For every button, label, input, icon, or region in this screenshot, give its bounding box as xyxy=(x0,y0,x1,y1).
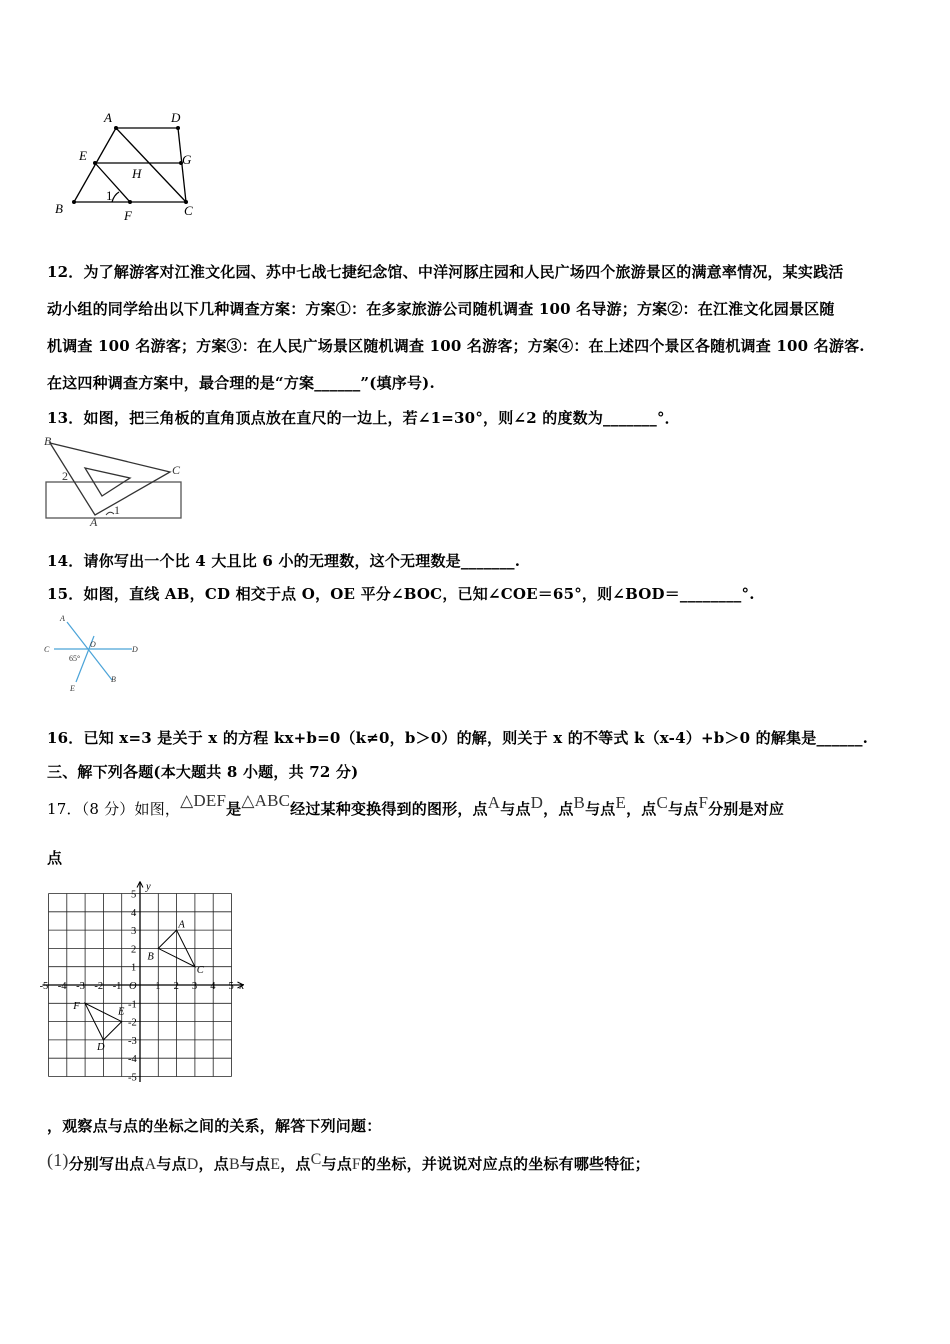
q17-sub1-E: E xyxy=(270,1156,281,1173)
point-label-D: D xyxy=(96,1041,105,1053)
y-tick-label: 4 xyxy=(131,907,137,919)
label-angle-1: 1 xyxy=(114,503,120,517)
trapezoid-figure xyxy=(50,105,210,230)
q17-sub1-b: 与点 xyxy=(156,1155,187,1173)
q17-prefix: 17．（8 分）如图， xyxy=(47,800,181,818)
label-G: G xyxy=(182,152,192,167)
q17-suffix: 分别是对应 xyxy=(708,800,785,818)
q17-sub1-D: D xyxy=(186,1156,199,1173)
y-axis-label: y xyxy=(146,881,151,893)
label-D: D xyxy=(171,110,181,125)
q12-line3: 机调查 100 名游客；方案③：在人民广场景区随机调查 100 名游客；方案④：在上述四个景区各随机调查 100 名游客. xyxy=(47,337,865,355)
q17-mid: 经过某种变换得到的图形，点 xyxy=(290,800,488,818)
q17-comma2: ，点 xyxy=(626,800,657,818)
q17-point-F: F xyxy=(698,793,709,812)
q17-point-C: C xyxy=(656,793,669,812)
x-tick-label: -4 xyxy=(57,981,67,992)
x-tick-label: 2 xyxy=(173,981,179,992)
q12-line2: 动小组的同学给出以下几种调查方案：方案①：在多家旅游公司随机调查 100 名导游；方案②：在江淮文化园景区随 xyxy=(47,300,835,318)
q17-sub1-A: A xyxy=(144,1156,157,1173)
x-tick-label: 5 xyxy=(228,981,234,992)
y-tick-label: -1 xyxy=(128,999,137,1011)
label-A: A xyxy=(104,110,112,125)
q17-line3: ，观察点与点的坐标之间的关系，解答下列问题： xyxy=(47,1117,382,1135)
y-tick-label: -2 xyxy=(128,1017,137,1029)
tri-def: △DEF xyxy=(180,791,227,810)
label-H: H xyxy=(132,166,142,181)
y-tick-label: -5 xyxy=(128,1072,137,1082)
y-tick-label: 2 xyxy=(131,944,137,956)
q17-point-A: A xyxy=(487,793,501,812)
q17-sub1-g: 的坐标，并说说对应点的坐标有哪些特征； xyxy=(361,1155,650,1173)
label-B: B xyxy=(111,675,116,684)
label-B: B xyxy=(55,201,63,216)
q17-point-B: B xyxy=(573,793,586,812)
y-tick-label: 3 xyxy=(131,926,137,938)
q17-sub1-f: 与点 xyxy=(321,1155,352,1173)
label-A: A xyxy=(60,614,65,623)
q17-sub1-C: C xyxy=(310,1151,322,1168)
point-label-E: E xyxy=(118,1006,125,1018)
q17-yu3: 与点 xyxy=(668,800,699,818)
q17-line1 xyxy=(47,791,785,819)
label-angle-65: 65° xyxy=(69,654,81,663)
label-E: E xyxy=(79,148,87,163)
x-tick-label: 1 xyxy=(155,981,161,992)
x-tick-label: 4 xyxy=(210,981,216,992)
q12-line1: 12．为了解游客对江淮文化园、苏中七战七捷纪念馆、中洋河豚庄园和人民广场四个旅游景区的满意率情况，某实践活 xyxy=(47,263,844,281)
q17-sub1 xyxy=(47,1150,650,1175)
label-C: C xyxy=(172,463,181,477)
ruler-triangle-figure xyxy=(42,432,187,527)
intersecting-lines-figure xyxy=(42,612,147,697)
section-3-heading: 三、解下列各题(本大题共 8 小题，共 72 分) xyxy=(47,763,359,781)
q17-sub1-e: ，点 xyxy=(280,1155,311,1173)
x-tick-label: -3 xyxy=(76,981,85,992)
q16-text: 16．已知 x=3 是关于 x 的方程 kx+b=0（k≠0，b＞0）的解，则关于 x 的不等式 k（x-4）+b＞0 的解集是______. xyxy=(47,729,869,747)
x-axis-label: x xyxy=(239,981,245,992)
label-O: O xyxy=(90,640,96,649)
q17-is: 是 xyxy=(226,800,242,818)
q17-comma1: ，点 xyxy=(543,800,574,818)
label-B: B xyxy=(44,434,52,448)
q14-text: 14．请你写出一个比 4 大且比 6 小的无理数，这个无理数是_______. xyxy=(47,552,521,570)
origin-label: O xyxy=(129,981,137,992)
q17-line2: 点 xyxy=(47,849,63,867)
y-tick-label: -4 xyxy=(128,1054,137,1066)
coordinate-grid-figure xyxy=(40,872,255,1082)
q17-point-E: E xyxy=(615,793,627,812)
q17-sub1-B: B xyxy=(228,1156,240,1173)
q12-line4: 在这四种调查方案中，最合理的是“方案______”(填序号). xyxy=(47,374,435,392)
q17-yu1: 与点 xyxy=(500,800,531,818)
q17-sub1-F: F xyxy=(351,1156,362,1173)
q17-sub1-c: ，点 xyxy=(198,1155,229,1173)
label-C: C xyxy=(184,203,193,218)
label-angle-1: 1 xyxy=(106,188,113,203)
q17-sub1-d: 与点 xyxy=(239,1155,271,1173)
y-tick-label: 1 xyxy=(131,962,137,974)
point-label-C: C xyxy=(196,965,204,977)
x-tick-label: -5 xyxy=(40,981,49,992)
q17-sub1-num: (1) xyxy=(47,1150,69,1170)
point-label-B: B xyxy=(147,951,154,963)
label-angle-2: 2 xyxy=(62,469,68,483)
x-tick-label: 3 xyxy=(191,981,198,992)
q15-text: 15．如图，直线 AB，CD 相交于点 O，OE 平分∠BOC，已知∠COE＝65°，则∠BOD＝________°. xyxy=(47,585,755,603)
label-D: D xyxy=(132,645,138,654)
q17-sub1-a: 分别写出点 xyxy=(68,1155,145,1173)
y-tick-label: 5 xyxy=(131,889,137,901)
label-F: F xyxy=(124,208,132,223)
x-tick-label: -1 xyxy=(112,981,122,992)
x-tick-label: -2 xyxy=(94,981,104,992)
q13-text: 13．如图，把三角板的直角顶点放在直尺的一边上，若∠1=30°，则∠2 的度数为_______°． xyxy=(47,409,680,427)
q17-point-D: D xyxy=(530,793,544,812)
point-label-A: A xyxy=(178,919,185,931)
point-label-F: F xyxy=(73,1000,80,1012)
label-A: A xyxy=(90,515,98,527)
tri-abc: △ABC xyxy=(241,791,291,810)
label-C: C xyxy=(44,645,50,654)
y-tick-label: -3 xyxy=(128,1035,137,1047)
label-E: E xyxy=(70,684,75,693)
q17-yu2: 与点 xyxy=(585,800,616,818)
